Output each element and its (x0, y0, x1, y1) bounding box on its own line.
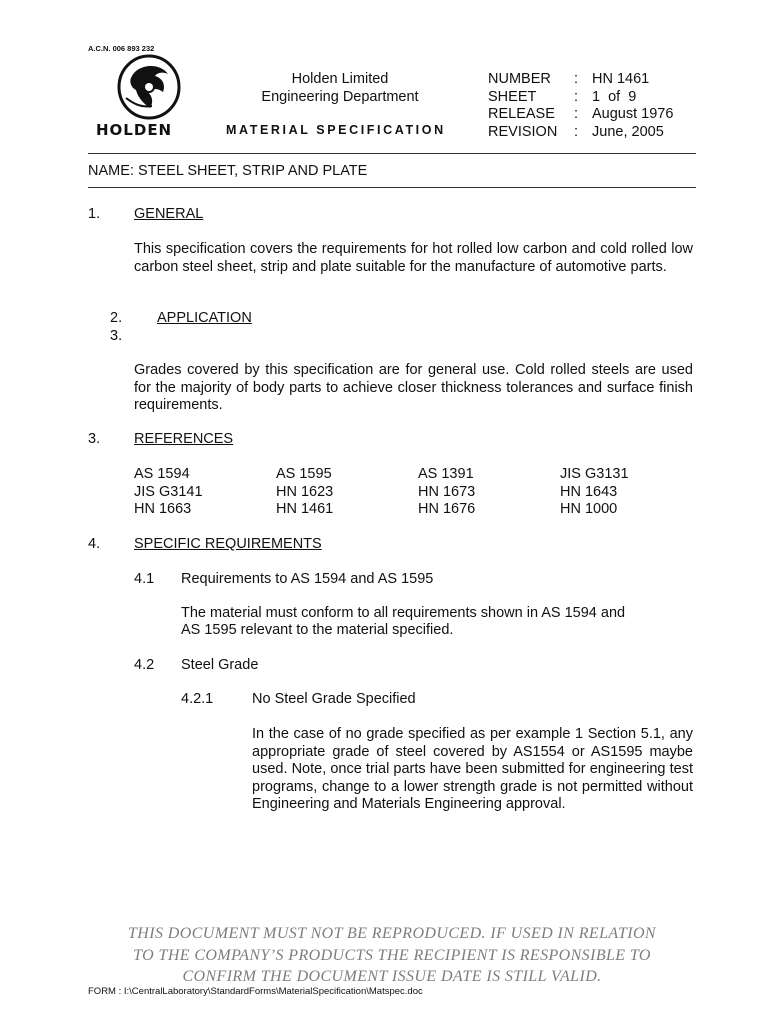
section-title-application: APPLICATION (157, 310, 252, 326)
reference-item: HN 1461 (276, 501, 334, 517)
section-application-body: Grades covered by this specification are for general use. Cold rolled steels are used for the majority of body parts to achieve closer thickness tolerances and surface finish requirements. (134, 362, 693, 413)
meta-number-row: NUMBER : HN 1461 (488, 71, 650, 87)
reference-item: HN 1000 (560, 501, 618, 517)
meta-key: REVISION (488, 123, 558, 140)
document-meta-table (488, 71, 673, 141)
meta-value: August 1976 (592, 106, 674, 122)
reference-row (134, 501, 702, 519)
material-name: NAME: STEEL SHEET, STRIP AND PLATE (88, 163, 368, 179)
subsection-number: 4.1 (134, 571, 155, 587)
reference-row (134, 484, 702, 502)
section-number: 4. (88, 536, 101, 552)
company-name: Holden Limited (291, 71, 389, 87)
section-title-references: REFERENCES (134, 431, 234, 447)
section-general-body: This specification covers the requirements for hot rolled low carbon and cold rolled low carbon steel sheet, strip and plate suitable for the manufacture of automotive parts. (134, 241, 693, 275)
reference-item: AS 1594 (134, 466, 190, 482)
meta-key: RELEASE (488, 106, 555, 122)
subsection-body-line: The material must conform to all requirements shown in AS 1594 and (181, 605, 626, 621)
subsubsection-body: In the case of no grade specified as per example 1 Section 5.1, any appropriate grade of steel covered by AS1554 or AS1595 maybe used. Note, once trial parts have been submitted for engineering test programs, change to a lower strength grade is not permitted without Engineering and Materials Engineering approval. (252, 726, 693, 812)
section-number: 2. (110, 310, 123, 326)
holden-brand-logo: HOLDEN (96, 121, 173, 139)
reference-row (134, 466, 702, 484)
meta-value: 1 of 9 (592, 88, 637, 105)
document-type: MATERIAL SPECIFICATION (226, 123, 446, 137)
reference-item: HN 1676 (418, 501, 476, 517)
subsection-number: 4.2 (134, 657, 155, 673)
warning-line: THIS DOCUMENT MUST NOT BE REPRODUCED. IF USED IN RELATION (128, 925, 656, 942)
department-name: Engineering Department (261, 89, 419, 105)
section-number: 3. (110, 328, 123, 344)
section-number: 3. (88, 431, 101, 447)
section-title-specific-requirements: SPECIFIC REQUIREMENTS (134, 536, 322, 552)
subsection-title: Steel Grade (181, 657, 259, 673)
reference-item: JIS G3131 (560, 466, 629, 482)
references-table (134, 466, 702, 519)
reference-item: HN 1663 (134, 501, 192, 517)
subsubsection-number: 4.2.1 (181, 691, 214, 707)
section-number: 1. (88, 206, 101, 222)
reference-item: JIS G3141 (134, 483, 203, 500)
reference-item: HN 1673 (418, 483, 476, 500)
meta-key: NUMBER (488, 71, 551, 87)
holden-lion-logo-icon (108, 54, 190, 120)
reference-item: AS 1595 (276, 466, 332, 482)
meta-release-row: RELEASE : August 1976 (488, 106, 674, 122)
section-title-general: GENERAL (134, 206, 204, 222)
meta-key: SHEET (488, 88, 537, 105)
name-divider (88, 187, 696, 188)
header-divider (88, 153, 696, 154)
reference-item: HN 1643 (560, 483, 618, 500)
form-path: FORM : I:\CentralLaboratory\StandardForms\MaterialSpecification\Matspec.doc (88, 986, 423, 997)
reference-item: HN 1623 (276, 483, 334, 500)
meta-sheet-row: SHEET : 1 of 9 (488, 88, 637, 105)
meta-value: June, 2005 (592, 123, 664, 140)
warning-line: TO THE COMPANY’S PRODUCTS THE RECIPIENT IS RESPONSIBLE TO (133, 946, 651, 964)
meta-revision-row: REVISION : June, 2005 (488, 123, 664, 140)
reproduction-warning (60, 923, 724, 988)
subsection-title: Requirements to AS 1594 and AS 1595 (181, 571, 434, 587)
warning-line: CONFIRM THE DOCUMENT ISSUE DATE IS STILL VALID. (182, 968, 602, 985)
subsection-body-line: AS 1595 relevant to the material specified. (181, 622, 454, 638)
meta-value: HN 1461 (592, 71, 650, 87)
subsubsection-title: No Steel Grade Specified (252, 691, 416, 707)
reference-item: AS 1391 (418, 466, 474, 482)
acn-number: A.C.N. 006 893 232 (88, 44, 155, 53)
